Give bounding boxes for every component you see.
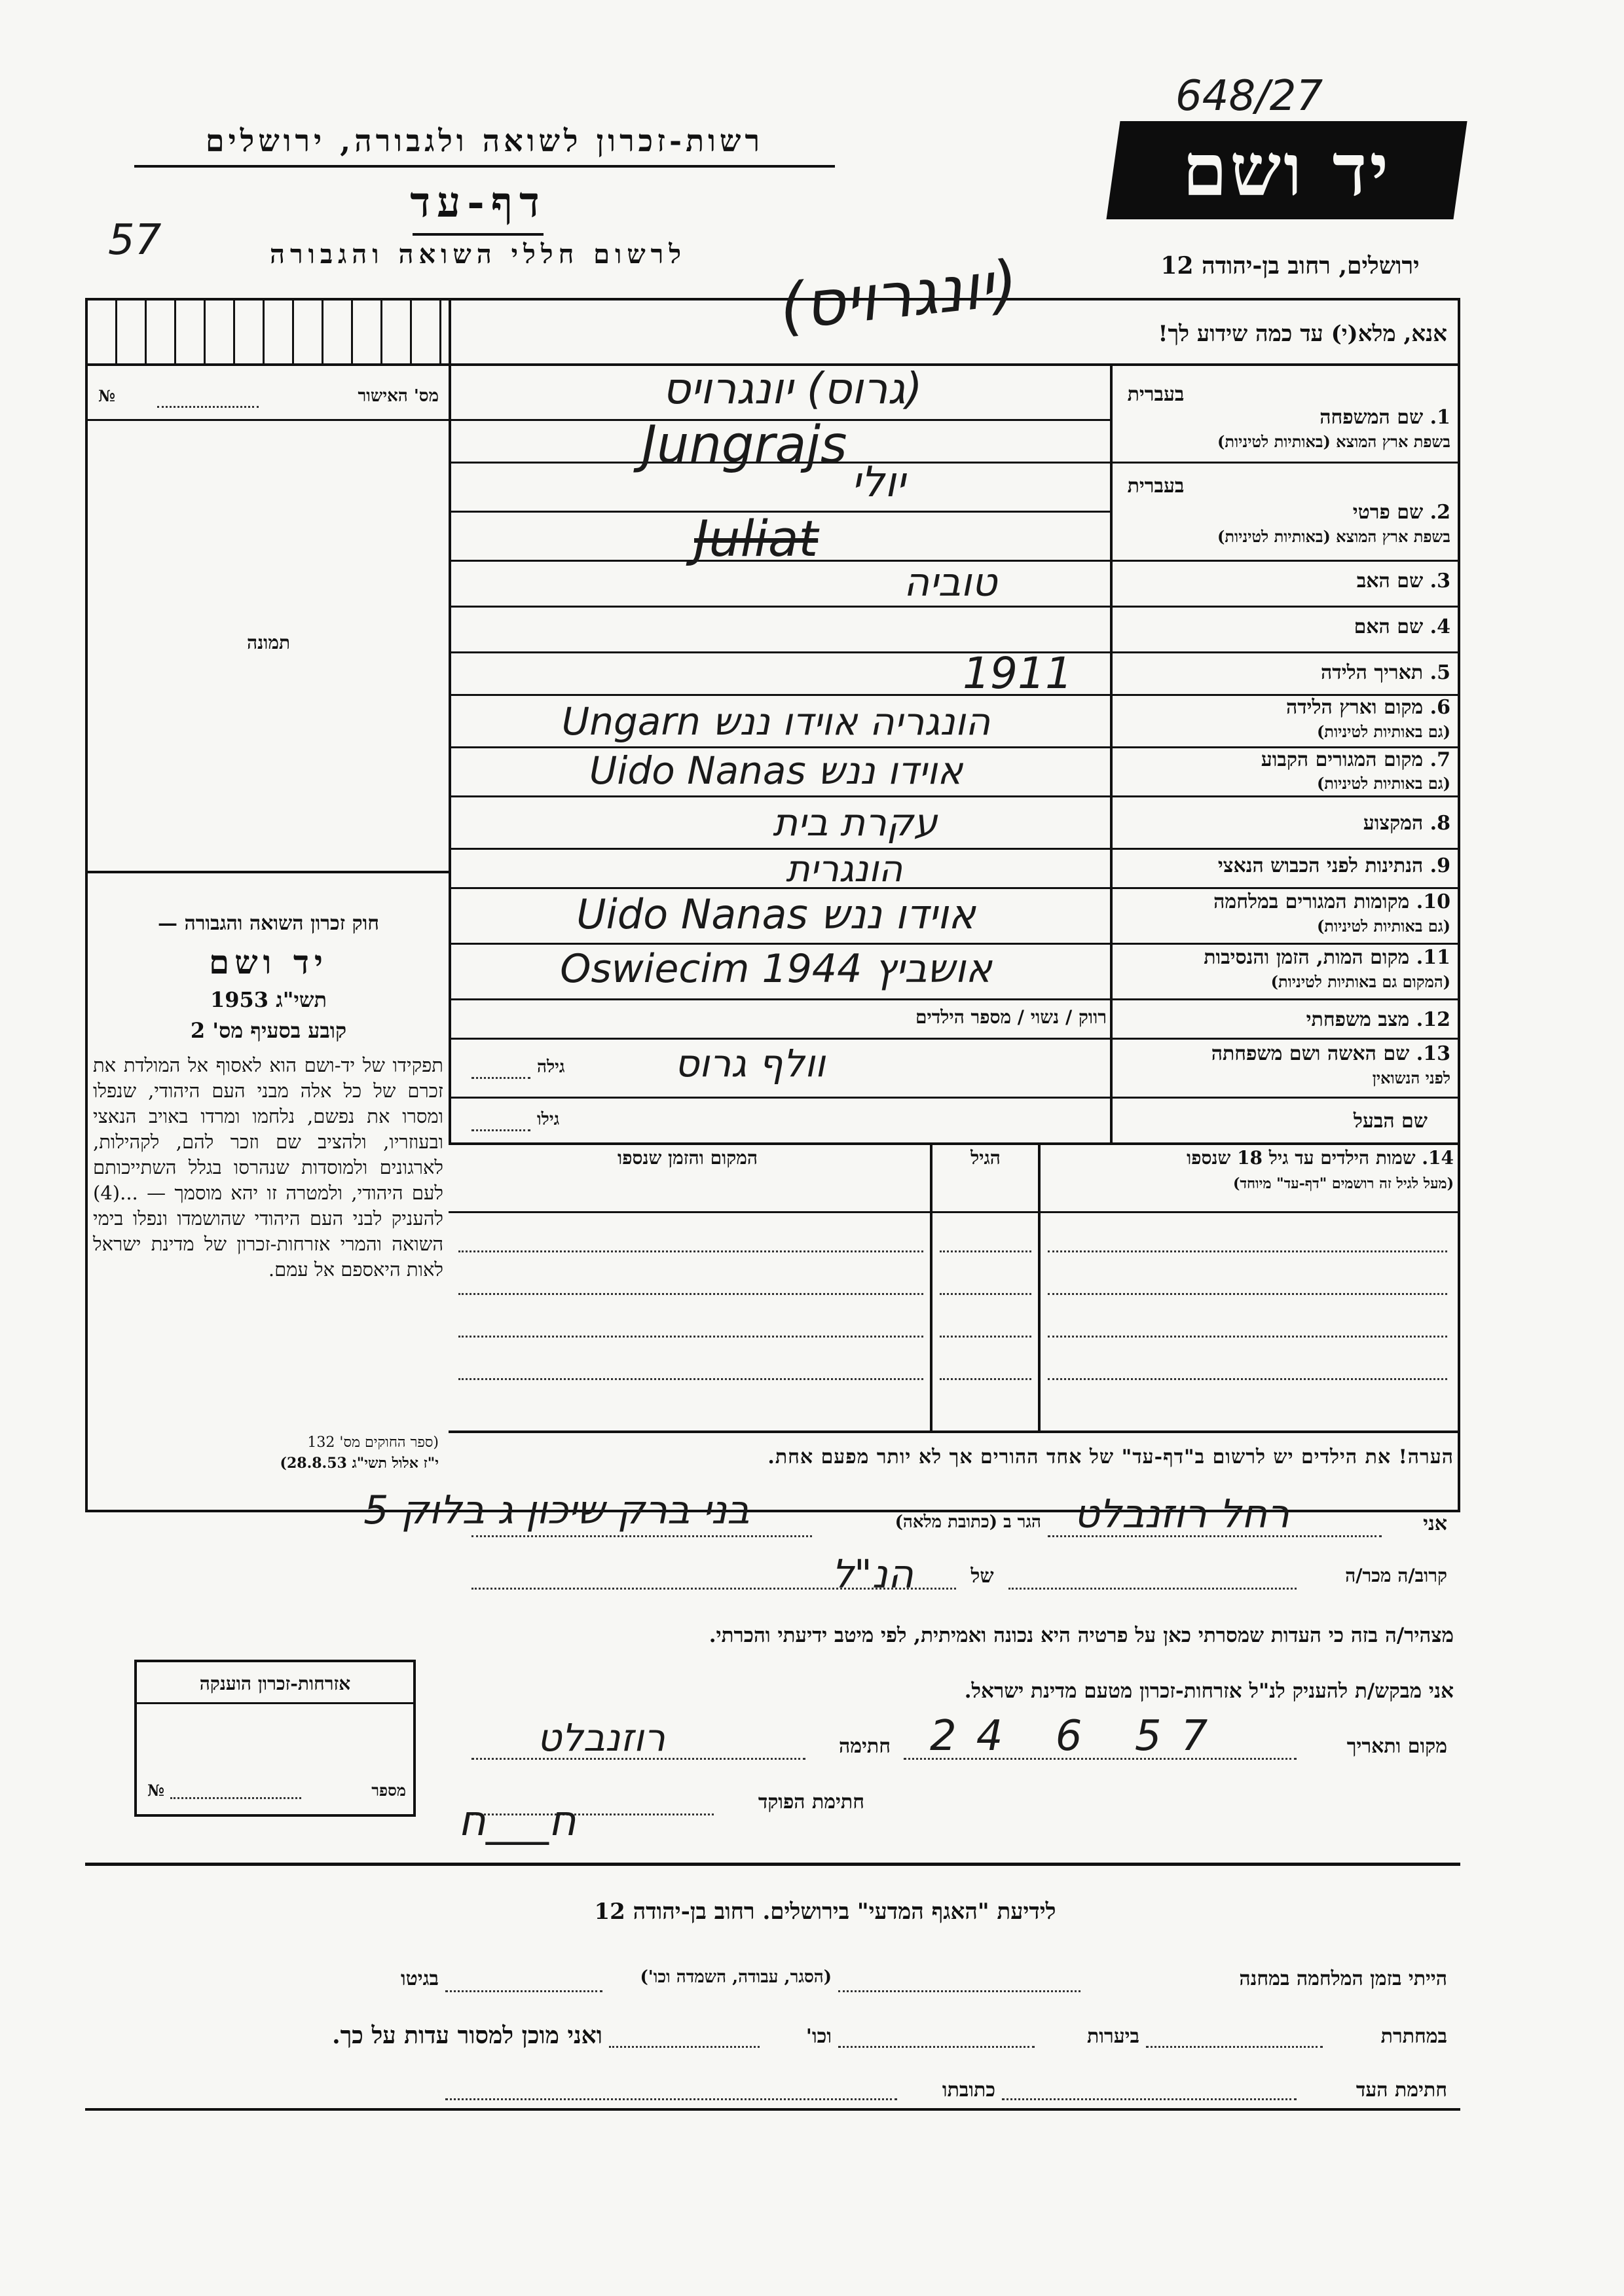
field-8-label: 8. המקצוע [1363,812,1450,835]
surname-hebrew-value: (גרוס) יונגרויס [662,363,923,414]
birth-date-value: 1911 [963,648,1073,699]
first-name-hebrew-value: יולי [851,458,906,507]
address-value: בני ברק שיכון ג בלוק 5 [363,1487,750,1533]
photo-label: תמונה [246,632,291,653]
info-etc-label: וכו' [805,2025,832,2048]
wife-age-label: גילה [537,1057,565,1077]
birthplace-value: הונגריה אוידו ננש Ungarn [561,699,991,744]
field-12-label: 12. מצב משפחתי [1306,1008,1450,1031]
wife-name-value: וולף גרוס [674,1041,826,1085]
husband-age-label: גילו [537,1110,560,1129]
i-label: אני [1423,1512,1447,1535]
surname-latin-value: Jungrajs [642,416,847,475]
info-ghetto-label: בגיטו [400,1967,439,1990]
approval-no: № [98,386,116,405]
field-6-note: (גם באותיות לטיניות) [1316,722,1450,741]
witness-signature: רוזנבלט [537,1715,665,1760]
father-name-value: טוביה [904,560,997,606]
citizenship-value: הונגרית [786,848,903,890]
field-4-label: 4. שם האם [1354,615,1450,638]
death-place-value: אושביץ 1944 Oswiecim [560,946,992,992]
law-reference-1: (ספר החוקים מס' 132 [307,1434,439,1451]
field-13-note: לפני הנשואין [1372,1068,1450,1087]
form-subtitle: לרשום חללי השואה והגבורה [269,239,687,270]
margin-number: 57 [108,216,162,264]
field-2-note: בשפת ארץ המוצא (באותיות לטיניות) [1217,527,1450,546]
children-age-header: הגיל [970,1147,1001,1169]
officer-signature: ח___ח [458,1797,576,1846]
info-camp-label: הייתי בזמן המלחמה במחנה [1239,1967,1447,1990]
remark: הערה! את הילדים יש לרשום ב"דף-עד" של אחד ההורים אך לא יותר מפעם אחת. [767,1446,1454,1468]
law-title: חוק זכרון השואה והגבורה — [158,912,379,935]
children-label: 14. שמות הילדים עד גיל 18 שנספו [1187,1147,1454,1169]
children-note: (מעל לגיל זה רושמים "דף-עד" מיוחד) [1233,1175,1454,1192]
witness-name-value: רחל רוזנבלט [1074,1491,1289,1537]
authority-name: רשות-זכרון לשואה ולגבורה, ירושלים [205,123,764,158]
field-13-label: 13. שם האשה ושם משפחתה [1211,1042,1450,1065]
relation-value: הנ"ל [832,1552,913,1597]
declaration-statement: מצהיר/ה בזה כי העדות שמסרתי כאן על פרטיה היא נכונה ואמיתית, לפי מיטב ידיעתי והכרתי. [709,1624,1454,1647]
field-11-note: (המקום גם באותיות לטיניות) [1270,972,1450,991]
residence-value: אוידו ננש Uido Nanas [589,748,963,793]
citizenship-no-sign: № [147,1781,165,1800]
law-clause: קובע בסעיף מס' 2 [190,1018,347,1043]
field-10-label: 10. מקומות המגורים במלחמה [1213,890,1450,913]
field-1-note: בשפת ארץ המוצא (באותיות לטיניות) [1217,432,1450,451]
signature-label: חתימה [839,1735,891,1758]
citizenship-number-label: מספר [371,1781,406,1800]
marital-status-options: רווק / נשוי / מספר הילדים [915,1006,1107,1028]
info-witness-address-label: כתובתו [942,2079,995,2102]
field-7-note: (גם באותיות לטיניות) [1316,774,1450,793]
wartime-residence-value: אוידו ננש Uido Nanas [576,890,976,938]
field-10-note: (גם באותיות לטיניות) [1316,917,1450,936]
law-name: יד ושם [209,943,328,981]
citizenship-title: אזרחות-זכרון הוענקה [199,1673,351,1694]
info-forests-label: ביערות [1086,2025,1139,2048]
info-camp-types: (הסגר, עבודה, השמדה וכו') [640,1967,832,1987]
code-boxes [88,301,449,363]
relation-label: קרוב/ה מכר/ה [1345,1565,1447,1586]
field-1-label: 1. שם המשפחה [1320,406,1450,429]
date-value: 24 6 57 [930,1712,1228,1760]
of-label: של [970,1565,994,1588]
husband-label: שם הבעל [1353,1110,1428,1133]
law-year: תשי"ג 1953 [210,987,327,1012]
field-11-label: 11. מקום המות, הזמן והנסיבות [1204,946,1450,969]
info-underground-label: במחתרת [1380,2025,1447,2048]
address: ירושלים, רחוב בן-יהודה 12 [1160,252,1420,280]
file-number: 648/27 [1175,72,1323,120]
yad-vashem-logo: יד ושם [1106,121,1467,219]
law-text: תפקידו של יד-ושם הוא לאסוף אל המולדת את זכרם של כל אלה מבני העם היהודי, שנפלו ומסרו את נפשם, נלחמו ומרדו באויב הנאצי ובעוזריו, ולהציב שם וזכר להם, לקהילות, לארגונים ולמוסדות שנהרסו בגלל השתייכותם לעם היהודי, ולמטרה זו יהא מוסמך — ...(4) להעניק לבני העם היהודי שהושמדו ונפלו בימי השואה והמרי אזרחות-זכרון של מדינת ישראל לאות היאספם אל עמם. [93,1054,443,1281]
in-hebrew-label-2: בעברית [1127,475,1185,498]
field-3-label: 3. שם האב [1356,570,1450,592]
field-9-label: 9. הנתינות לפני הכבוש הנאצי [1217,854,1450,877]
children-place-header: המקום והזמן שנספו [618,1147,758,1169]
field-2-label: 2. שם פרטי [1352,501,1450,524]
officer-signature-label: חתימת הפוקד [758,1791,864,1813]
occupation-value: עקרת בית [773,800,938,845]
law-reference-2: י"ז אלול תשי"ג 28.8.53) [280,1455,439,1472]
place-date-label: מקום ותאריך [1346,1735,1447,1758]
form-prompt: אנא, מלא(י) עד כמה שידוע לך! [1158,321,1447,347]
declaration-request: אני מבקש/ת להעניק לנ"ל אזרחות-זכרון מטעם מדינת ישראל. [964,1679,1454,1703]
resides-label: הגר ב (כתובת מלאה) [895,1512,1041,1532]
field-5-label: 5. תאריך הלידה [1321,661,1450,684]
info-witness-signature-label: חתימת העד [1356,2079,1447,2102]
info-testimony-offer: ואני מוכן למסור עדות על כך. [332,2022,602,2049]
in-hebrew-label-1: בעברית [1127,383,1185,406]
field-7-label: 7. מקום המגורים הקבוע [1261,748,1450,771]
surname-heading-handwritten: (יונגרויס) [776,246,1022,344]
field-6-label: 6. מקום וארץ הלידה [1285,696,1450,719]
info-title: לידיעת "האגף המדעי" בירושלים. רחוב בן-יהודה 12 [594,1899,1056,1925]
first-name-latin-value: Juliat [694,509,819,568]
form-title: דף-עד [410,178,546,227]
approval-label: מס' האישור [358,386,439,406]
